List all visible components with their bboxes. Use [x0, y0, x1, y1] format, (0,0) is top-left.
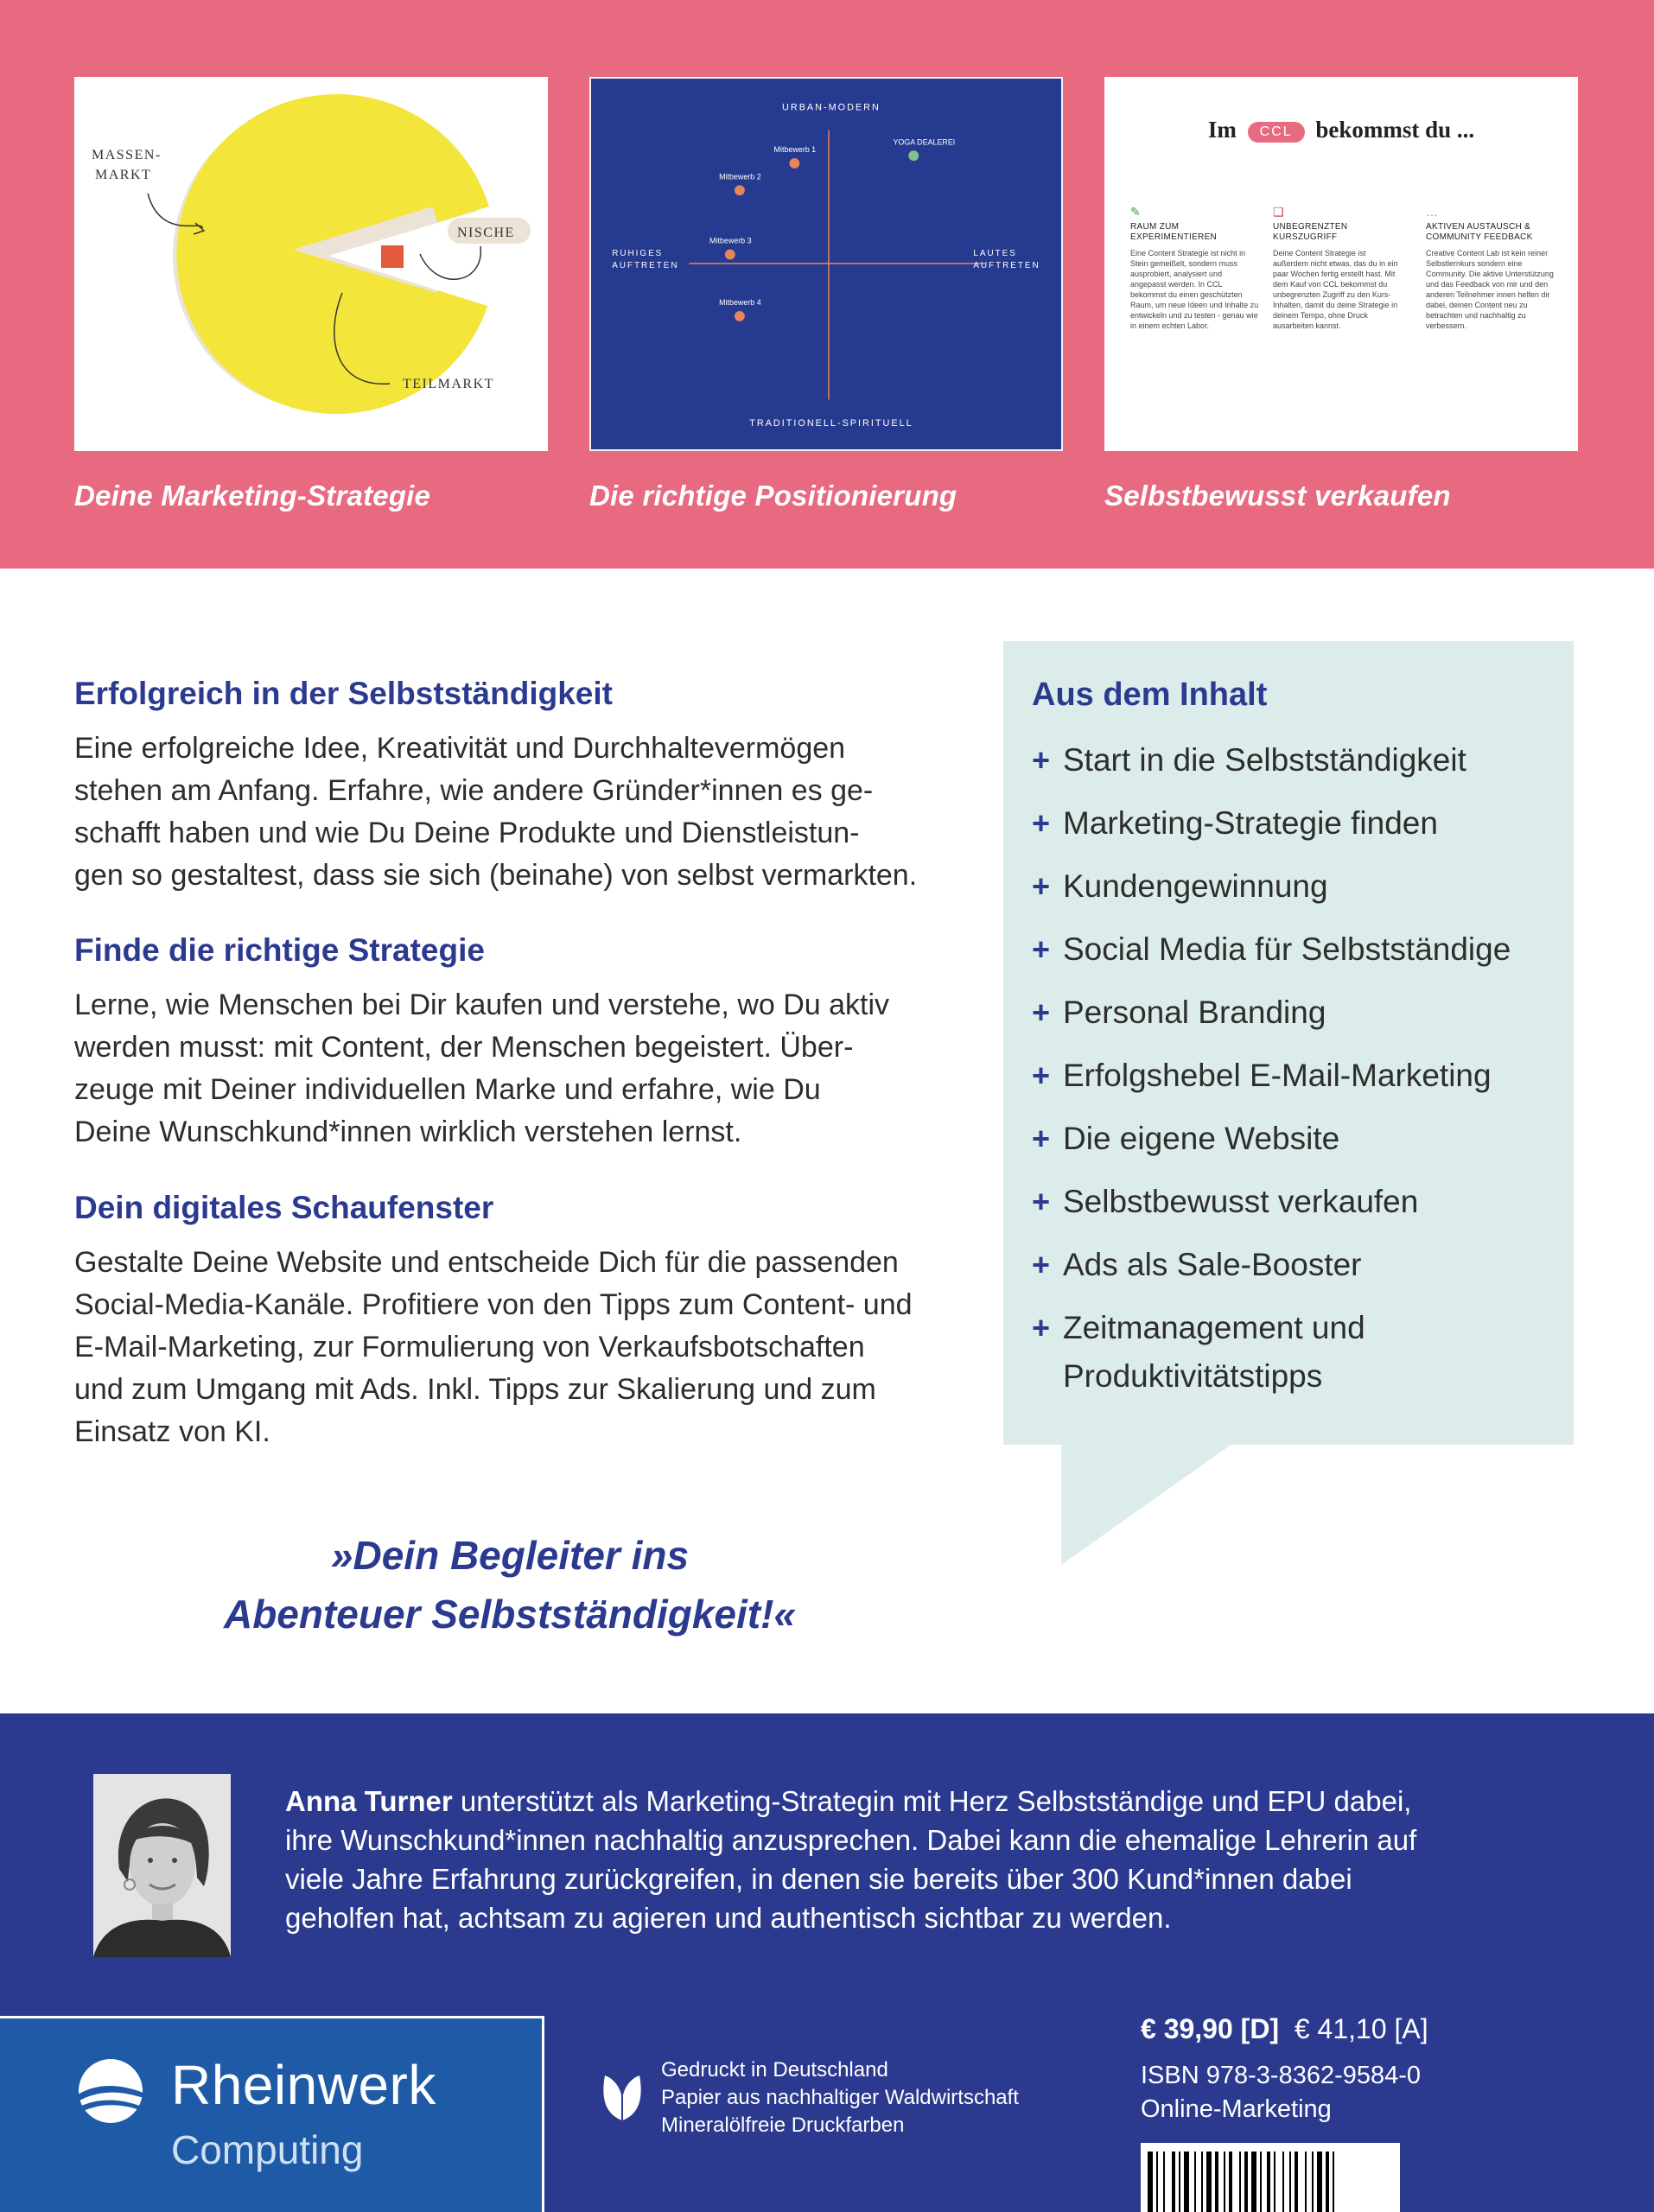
- plus-icon: +: [1032, 742, 1051, 778]
- barcode-bar: [1267, 2152, 1270, 2212]
- position-point-label: YOGA DEALEREI: [893, 137, 956, 147]
- position-point-label: Mitbewerb 3: [709, 236, 752, 245]
- position-point-label: Mitbewerb 2: [719, 172, 761, 181]
- barcode-bar: [1239, 2152, 1241, 2212]
- position-point: [735, 311, 745, 321]
- barcode-bar: [1224, 2152, 1225, 2212]
- section-heading-shopwindow: Dein digitales Schaufenster: [74, 1190, 494, 1225]
- barcode-bar: [1184, 2152, 1189, 2212]
- contents-item-label: Kundengewinnung: [1063, 868, 1328, 904]
- contents-item-label: Start in die Selbstständigkeit: [1063, 742, 1466, 778]
- plus-icon: +: [1032, 931, 1051, 967]
- positioning-image: [589, 77, 1063, 451]
- position-point: [735, 185, 745, 195]
- ccl-pill: CCL: [1248, 122, 1305, 143]
- bio-line: ihre Wunschkund*innen nachhaltig anzusprechen. Dabei kann die ehemalige Lehrerin auf: [285, 1824, 1417, 1856]
- pencil-icon: ✎: [1130, 205, 1141, 219]
- eco-line: Gedruckt in Deutschland: [661, 2058, 888, 2082]
- image-band: [0, 0, 1654, 569]
- ccl-column-community: [1426, 205, 1555, 331]
- contents-item: [1032, 1115, 1559, 1163]
- barcode-bar: [1229, 2152, 1232, 2212]
- contents-item: [1032, 925, 1559, 974]
- barcode-bar: [1251, 2152, 1256, 2212]
- plus-icon: +: [1032, 1058, 1051, 1093]
- position-point-label: Mitbewerb 4: [719, 298, 761, 308]
- bio-line: viele Jahre Erfahrung zurückgreifen, in denen sie bereits über 300 Kund*innen dabei: [285, 1863, 1352, 1895]
- position-point: [789, 158, 799, 168]
- contents-item-label: Selbstbewusst verkaufen: [1063, 1184, 1419, 1219]
- text-line: Deine Wunschkund*innen wirklich verstehen lernst.: [74, 1116, 742, 1148]
- market-pie-illustration: [74, 77, 548, 451]
- ccl-benefits-image: [1104, 77, 1578, 451]
- axis-right-label-2: AUFTRETEN: [973, 260, 1040, 270]
- barcode: [1141, 2143, 1400, 2212]
- plus-icon: +: [1032, 868, 1051, 904]
- contents-item-label: Die eigene Website: [1063, 1121, 1340, 1156]
- barcode-bar: [1305, 2152, 1307, 2212]
- contents-item: [1032, 1241, 1559, 1289]
- barcode-bar: [1201, 2152, 1203, 2212]
- isbn-block: [1141, 2059, 1421, 2126]
- section-text-success: [74, 728, 964, 897]
- contents-item: [1032, 799, 1559, 848]
- marketing-strategy-image: [74, 77, 548, 451]
- bio-line: geholfen hat, achtsam zu agieren und authentisch sichtbar zu werden.: [285, 1902, 1172, 1934]
- contents-box-tail: [1061, 1444, 1232, 1565]
- ccl-column-text: Creative Content Lab ist kein reiner Selbstlernkurs sondern eine Community. Die aktive Unterstützung und das Feedback von mir und den anderen Teilnehmer innen helfen dir dabei, deinen Content neu zu betrachten und nachhaltig zu verbessern.: [1426, 249, 1554, 330]
- axis-bottom-label: TRADITIONELL-SPIRITUELL: [749, 418, 913, 429]
- barcode-bar: [1289, 2152, 1291, 2212]
- leaf-icon: [600, 2070, 645, 2122]
- text-line: werden musst: mit Content, der Menschen begeistert. Über-: [74, 1031, 854, 1064]
- publisher-name: Rheinwerk: [171, 2054, 436, 2116]
- text-line: und zum Umgang mit Ads. Inkl. Tipps zur Skalierung und zum: [74, 1373, 876, 1406]
- barcode-bar: [1333, 2152, 1334, 2212]
- author-portrait: [93, 1774, 231, 1957]
- niche-marker: [381, 245, 404, 268]
- contents-item-label: Produktivitätstipps: [1063, 1358, 1323, 1394]
- ccl-column-title: RAUM ZUM EXPERIMENTIEREN: [1130, 222, 1218, 242]
- category: Online-Marketing: [1141, 2095, 1332, 2123]
- price-austria: € 41,10 [A]: [1294, 2013, 1428, 2044]
- text-line: Eine erfolgreiche Idee, Kreativität und Durchhaltevermögen: [74, 732, 846, 765]
- barcode-bar: [1326, 2152, 1329, 2212]
- contents-item-label: Personal Branding: [1063, 995, 1326, 1030]
- position-point-label: Mitbewerb 1: [773, 145, 817, 155]
- author-name: Anna Turner: [285, 1785, 453, 1817]
- text-line: Social-Media-Kanäle. Profitiere von den Tipps zum Content- und: [74, 1288, 913, 1321]
- barcode-bars: [1141, 2143, 1400, 2212]
- eco-line: Mineralölfreie Druckfarben: [661, 2113, 905, 2137]
- axis-left-label-1: RUHIGES: [612, 249, 664, 259]
- position-point: [725, 250, 735, 260]
- ccl-heading-pre: Im: [1207, 117, 1237, 143]
- label-mass-1: MASSEN-: [92, 148, 162, 162]
- contents-item-label: Zeitmanagement und: [1063, 1310, 1365, 1345]
- barcode-bar: [1317, 2152, 1322, 2212]
- author-photo: [93, 1774, 231, 1957]
- isbn: ISBN 978-3-8362-9584-0: [1141, 2062, 1422, 2089]
- barcode-bar: [1282, 2152, 1284, 2212]
- barcode-bar: [1260, 2152, 1262, 2212]
- publisher-wave-icon: [78, 2058, 143, 2124]
- section-heading-strategy: Finde die richtige Strategie: [74, 932, 485, 968]
- plus-icon: +: [1032, 805, 1051, 841]
- axis-left-label-2: AUFTRETEN: [612, 260, 679, 270]
- ccl-column-title: AKTIVEN AUSTAUSCH & COMMUNITY FEEDBACK: [1426, 222, 1533, 242]
- ccl-column-text: Deine Content Strategie ist außerdem nicht etwas, das du in ein paar Wochen fertig erstellt hast. Mit dem Kauf von CCL bekommst du unbegrenzten Zugriff zu den Kurs-Inhalten, damit du deine Strategie in deinem Tempo, ohne Druck ausarbeiten kannst.: [1273, 249, 1398, 330]
- ccl-column-experiment: [1130, 205, 1260, 331]
- author-bio: [285, 1782, 1599, 1937]
- contents-title: Aus dem Inhalt: [1032, 677, 1268, 713]
- text-line: stehen am Anfang. Erfahre, wie andere Gründer*innen es ge-: [74, 774, 874, 807]
- position-point: [908, 150, 919, 161]
- barcode-bar: [1179, 2152, 1180, 2212]
- text-line: Einsatz von KI.: [74, 1415, 270, 1448]
- contents-item: [1032, 1304, 1559, 1401]
- ccl-column-text: Eine Content Strategie ist nicht in Stein gemeißelt, sondern muss ausprobiert, analysiert und angepasst werden. In CCL bekommst du einen geschützten Raum, um neue Ideen und Inhalte zu entwickeln und zu testen - genau wie in einem echten Labor.: [1130, 249, 1259, 330]
- text-line: zeuge mit Deiner individuellen Marke und erfahre, wie Du: [74, 1073, 821, 1106]
- speech-bubble-icon: …: [1426, 205, 1438, 219]
- ccl-heading-post: bekommst du ...: [1315, 117, 1475, 143]
- plus-icon: +: [1032, 1247, 1051, 1282]
- contents-list: [1032, 736, 1559, 1415]
- barcode-bar: [1194, 2152, 1196, 2212]
- caption-marketing-strategy: Deine Marketing-Strategie: [74, 480, 431, 512]
- section-text-strategy: [74, 984, 964, 1154]
- contents-item: [1032, 988, 1559, 1037]
- plus-icon: +: [1032, 1310, 1051, 1345]
- section-heading-success: Erfolgreich in der Selbstständigkeit: [74, 676, 613, 711]
- caption-positioning: Die richtige Positionierung: [589, 480, 957, 512]
- contents-item: [1032, 1178, 1559, 1226]
- barcode-bar: [1215, 2152, 1218, 2212]
- contents-item: [1032, 1052, 1559, 1100]
- contents-item-label: Ads als Sale-Booster: [1063, 1247, 1362, 1282]
- plus-icon: +: [1032, 1121, 1051, 1156]
- price-line: [1141, 2013, 1428, 2045]
- barcode-bar: [1172, 2152, 1175, 2212]
- contents-item: [1032, 736, 1559, 785]
- section-text-shopwindow: [74, 1242, 964, 1453]
- contents-item: [1032, 862, 1559, 911]
- publisher-imprint: Computing: [171, 2127, 364, 2172]
- barcode-bar: [1206, 2152, 1212, 2212]
- barcode-bar: [1244, 2152, 1248, 2212]
- barcode-bar: [1312, 2152, 1314, 2212]
- text-line: Gestalte Deine Website und entscheide Dich für die passenden: [74, 1246, 899, 1279]
- barcode-bar: [1156, 2152, 1158, 2212]
- eco-notice: [661, 2056, 1019, 2139]
- quote-line: Abenteuer Selbstständigkeit!«: [223, 1592, 797, 1637]
- eco-line: Papier aus nachhaltiger Waldwirtschaft: [661, 2086, 1019, 2109]
- text-line: schafft haben und wie Du Deine Produkte und Dienstleistun-: [74, 817, 860, 849]
- barcode-bar: [1295, 2152, 1298, 2212]
- positioning-map: [591, 79, 1061, 449]
- text-line: E-Mail-Marketing, zur Formulierung von Verkaufsbotschaften: [74, 1331, 865, 1363]
- axis-right-label-1: LAUTES: [973, 249, 1017, 259]
- pull-quote: [138, 1526, 881, 1643]
- barcode-bar: [1274, 2152, 1275, 2212]
- contents-item-label: Social Media für Selbstständige: [1063, 931, 1511, 967]
- ccl-column-access: [1273, 205, 1403, 331]
- ccl-column-title: UNBEGRENZTEN KURSZUGRIFF: [1273, 222, 1348, 242]
- label-sub-market: TEILMARKT: [403, 377, 494, 391]
- text-line: Lerne, wie Menschen bei Dir kaufen und verstehe, wo Du aktiv: [74, 988, 890, 1021]
- plus-icon: +: [1032, 995, 1051, 1030]
- label-niche: NISCHE: [457, 226, 515, 240]
- barcode-bar: [1148, 2152, 1153, 2212]
- contents-item-label: Erfolgshebel E-Mail-Marketing: [1063, 1058, 1492, 1093]
- ccl-heading: [1104, 117, 1578, 143]
- price-germany: € 39,90 [D]: [1141, 2013, 1280, 2044]
- contents-item-label: Marketing-Strategie finden: [1063, 805, 1438, 841]
- label-mass-2: MARKT: [95, 168, 152, 182]
- books-icon: ❑: [1273, 205, 1284, 219]
- caption-selling: Selbstbewusst verkaufen: [1104, 480, 1451, 512]
- quote-line: »Dein Begleiter ins: [330, 1533, 690, 1578]
- plus-icon: +: [1032, 1184, 1051, 1219]
- text-line: gen so gestaltest, dass sie sich (beinahe) von selbst vermarkten.: [74, 859, 918, 892]
- barcode-bar: [1163, 2152, 1165, 2212]
- bio-text: unterstützt als Marketing-Strategin mit Herz Selbstständige und EPU dabei,: [452, 1785, 1412, 1817]
- bio-line: [285, 1782, 1599, 1821]
- axis-top-label: URBAN-MODERN: [782, 102, 881, 113]
